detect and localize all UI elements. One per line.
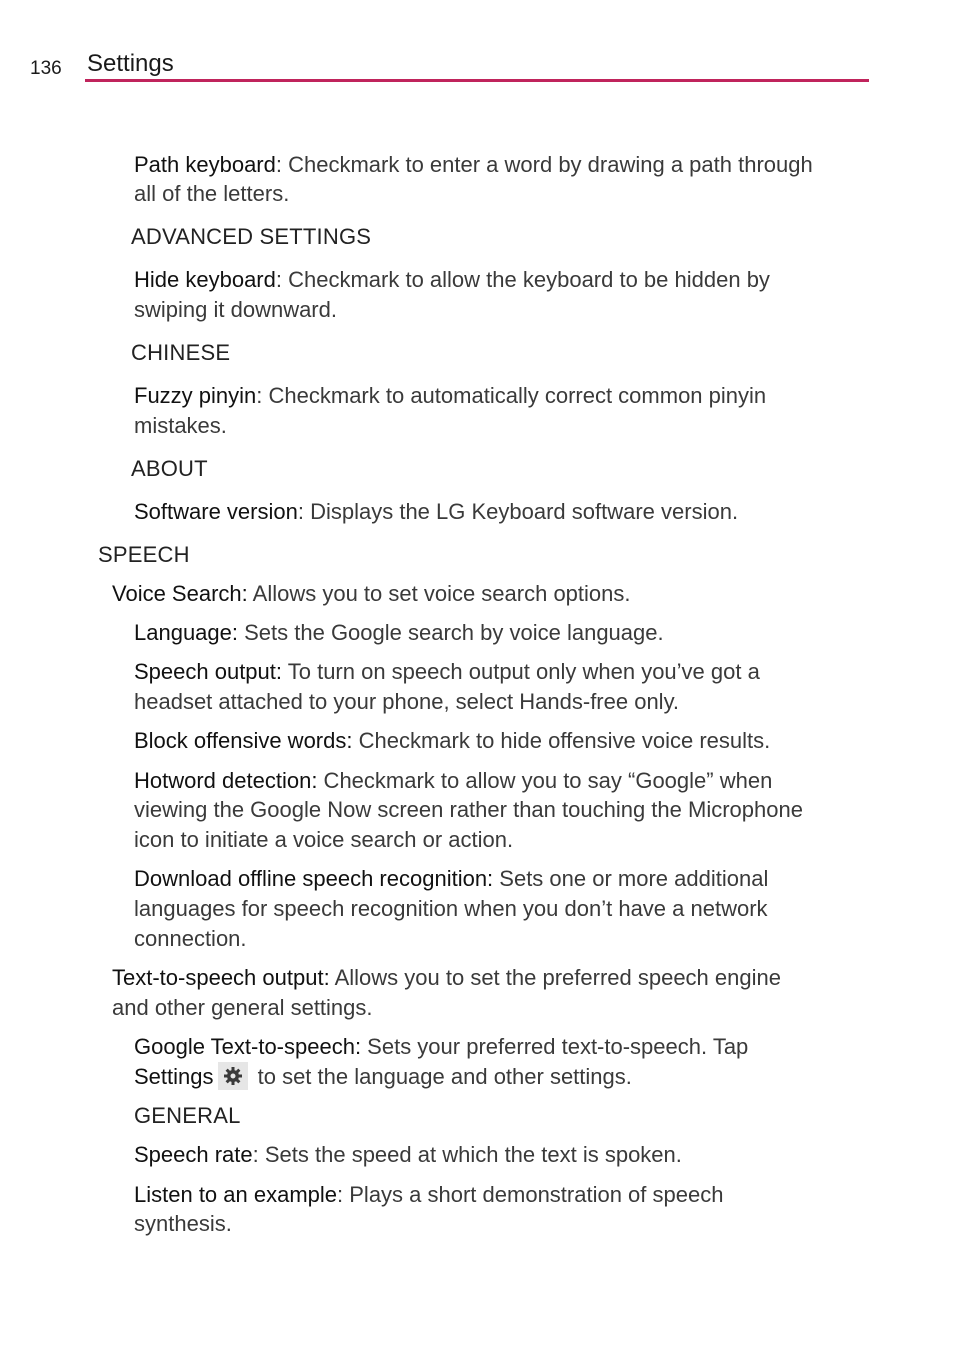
voice-search-desc: Allows you to set voice search options. [247,581,631,606]
language-entry [134,618,664,648]
listen-example-desc: : Plays a short demonstration of speech [337,1182,724,1207]
speech-rate-term: Speech rate [134,1142,253,1167]
software-version-entry [134,497,738,527]
hide-keyboard-desc: : Checkmark to allow the keyboard to be hidden by [275,267,770,292]
block-offensive-desc: Checkmark to hide offensive voice results. [352,728,771,753]
gear-icon [223,1066,243,1086]
fuzzy-pinyin-term: Fuzzy pinyin [134,383,257,408]
tts-output-desc: Allows you to set the preferred speech engine [329,965,781,990]
download-offline-term: Download offline speech recognition: [134,866,494,891]
speech-output-desc-cont: headset attached to your phone, select Hands-free only. [134,689,680,714]
settings-gear-icon-box [218,1062,248,1090]
hotword-detection-term: Hotword detection: [134,768,318,793]
fuzzy-pinyin-entry [134,381,766,411]
google-tts-term: Google Text-to-speech: [134,1034,362,1059]
hotword-detection-desc-cont-1: viewing the Google Now screen rather than touching the Microphone [134,797,803,822]
page-number: 136 [30,58,62,79]
voice-search-entry [112,579,631,609]
google-tts-settings-term: Settings [134,1064,214,1089]
hide-keyboard-term: Hide keyboard [134,267,276,292]
tts-output-entry [112,963,781,993]
google-tts-entry [134,1032,748,1062]
fuzzy-pinyin-desc-cont: mistakes. [134,413,227,438]
speech-output-desc: To turn on speech output only when you’ve got a [282,659,760,684]
language-desc: Sets the Google search by voice language. [238,620,664,645]
speech-output-term: Speech output: [134,659,283,684]
section-heading-chinese: CHINESE [131,340,231,365]
path-keyboard-desc-cont: all of the letters. [134,181,290,206]
header-divider [85,79,869,82]
speech-output-entry [134,657,760,687]
download-offline-entry [134,864,768,894]
google-tts-desc-cont [134,1062,632,1092]
block-offensive-entry [134,726,770,756]
path-keyboard-entry [134,150,813,180]
hotword-detection-entry [134,766,772,796]
hide-keyboard-desc-cont: swiping it downward. [134,297,337,322]
block-offensive-term: Block offensive words: [134,728,353,753]
path-keyboard-term: Path keyboard [134,152,276,177]
download-offline-desc: Sets one or more additional [493,866,769,891]
google-tts-desc: Sets your preferred text-to-speech. Tap [361,1034,749,1059]
fuzzy-pinyin-desc: : Checkmark to automatically correct common pinyin [256,383,767,408]
listen-example-term: Listen to an example [134,1182,338,1207]
page-title: Settings [87,50,174,77]
section-heading-general: GENERAL [134,1103,241,1128]
google-tts-desc-2: to set the language and other settings. [251,1064,632,1089]
listen-example-desc-cont: synthesis. [134,1211,232,1236]
voice-search-term: Voice Search: [112,581,248,606]
section-heading-about: ABOUT [131,456,208,481]
hide-keyboard-entry [134,265,770,295]
speech-rate-desc: : Sets the speed at which the text is spoken. [252,1142,682,1167]
hotword-detection-desc-cont-2: icon to initiate a voice search or action. [134,827,514,852]
tts-output-desc-cont: and other general settings. [112,995,373,1020]
software-version-term: Software version [134,499,298,524]
listen-example-entry [134,1180,723,1210]
tts-output-term: Text-to-speech output: [112,965,330,990]
language-term: Language: [134,620,238,645]
download-offline-desc-cont-2: connection. [134,926,247,951]
download-offline-desc-cont-1: languages for speech recognition when you don’t have a network [134,896,768,921]
section-heading-speech: SPEECH [98,542,190,567]
hotword-detection-desc: Checkmark to allow you to say “Google” when [317,768,773,793]
speech-rate-entry [134,1140,682,1170]
software-version-desc: : Displays the LG Keyboard software version. [297,499,739,524]
section-heading-advanced-settings: ADVANCED SETTINGS [131,224,372,249]
path-keyboard-desc: : Checkmark to enter a word by drawing a path through [275,152,813,177]
